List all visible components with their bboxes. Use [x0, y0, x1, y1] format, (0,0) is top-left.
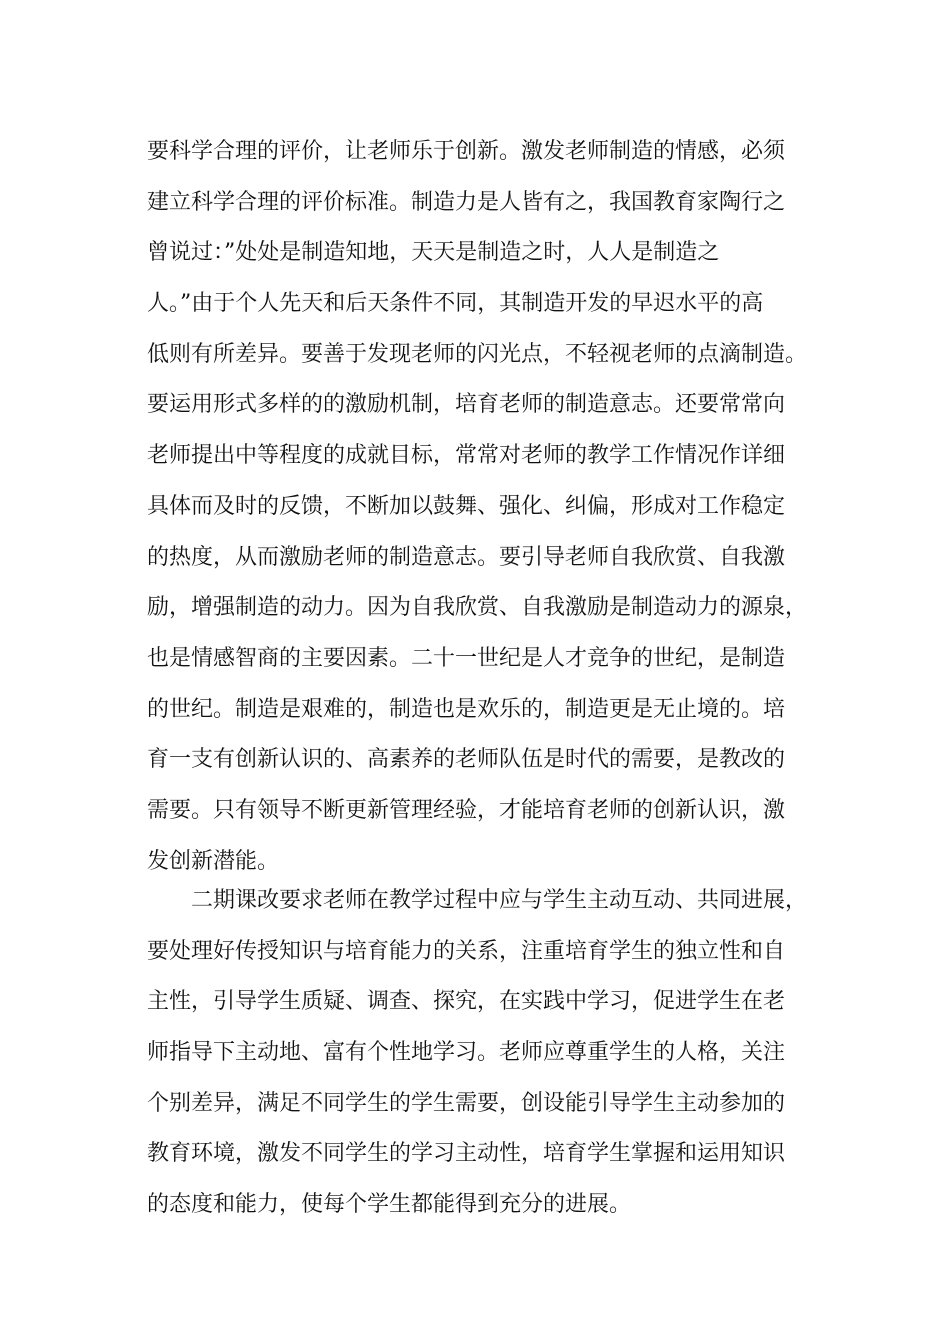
paragraph-1: [147, 127, 807, 887]
paragraph-line: 教育环境，激发不同学生的学习主动性，培育学生掌握和运用知识: [147, 1141, 786, 1167]
paragraph-line: 二期课改要求老师在教学过程中应与学生主动互动、共同进展，: [191, 888, 808, 913]
paragraph-line: 的态度和能力，使每个学生都能得到充分的进展。: [147, 1192, 632, 1218]
paragraph-line: 老师提出中等程度的成就目标，常常对老师的教学工作情况作详细: [147, 443, 786, 469]
paragraph-line: 的热度，从而激励老师的制造意志。要引导老师自我欣赏、自我激: [147, 544, 786, 570]
paragraph-line: 也是情感智商的主要因素。二十一世纪是人才竞争的世纪，是制造: [147, 645, 786, 671]
paragraph-line: 要处理好传授知识与培育能力的关系，注重培育学生的独立性和自: [147, 938, 786, 964]
paragraph-line: 要科学合理的评价，让老师乐于创新。激发老师制造的情感，必须: [147, 139, 786, 164]
paragraph-line: 的世纪。制造是艰难的，制造也是欢乐的，制造更是无止境的。培: [147, 696, 786, 722]
paragraph-line: 低则有所差异。要善于发现老师的闪光点，不轻视老师的点滴制造。: [147, 341, 808, 367]
paragraph-2: [147, 876, 807, 1231]
paragraph-line: 发创新潜能。: [147, 848, 280, 874]
paragraph-line: 师指导下主动地、富有个性地学习。老师应尊重学生的人格，关注: [147, 1040, 786, 1066]
paragraph-line: 个别差异，满足不同学生的学生需要，创设能引导学生主动参加的: [147, 1090, 786, 1116]
paragraph-line: 主性，引导学生质疑、调查、探究，在实践中学习，促进学生在老: [147, 989, 786, 1015]
paragraph-line: 励，增强制造的动力。因为自我欣赏、自我激励是制造动力的源泉，: [147, 595, 808, 621]
paragraph-line: 要运用形式多样的的激励机制，培育老师的制造意志。还要常常向: [147, 392, 786, 418]
paragraph-line: 需要。只有领导不断更新管理经验，才能培育老师的创新认识，激: [147, 797, 786, 823]
paragraph-line: 曾说过：”处处是制造知地，天天是制造之时，人人是制造之: [147, 240, 720, 266]
paragraph-line: 人。”由于个人先天和后天条件不同，其制造开发的早迟水平的高: [147, 291, 764, 317]
paragraph-line: 建立科学合理的评价标准。制造力是人皆有之，我国教育家陶行之: [147, 189, 786, 215]
paragraph-line: 育一支有创新认识的、高素养的老师队伍是时代的需要，是教改的: [147, 747, 786, 773]
paragraph-line: 具体而及时的反馈，不断加以鼓舞、强化、纠偏，形成对工作稳定: [147, 493, 786, 519]
